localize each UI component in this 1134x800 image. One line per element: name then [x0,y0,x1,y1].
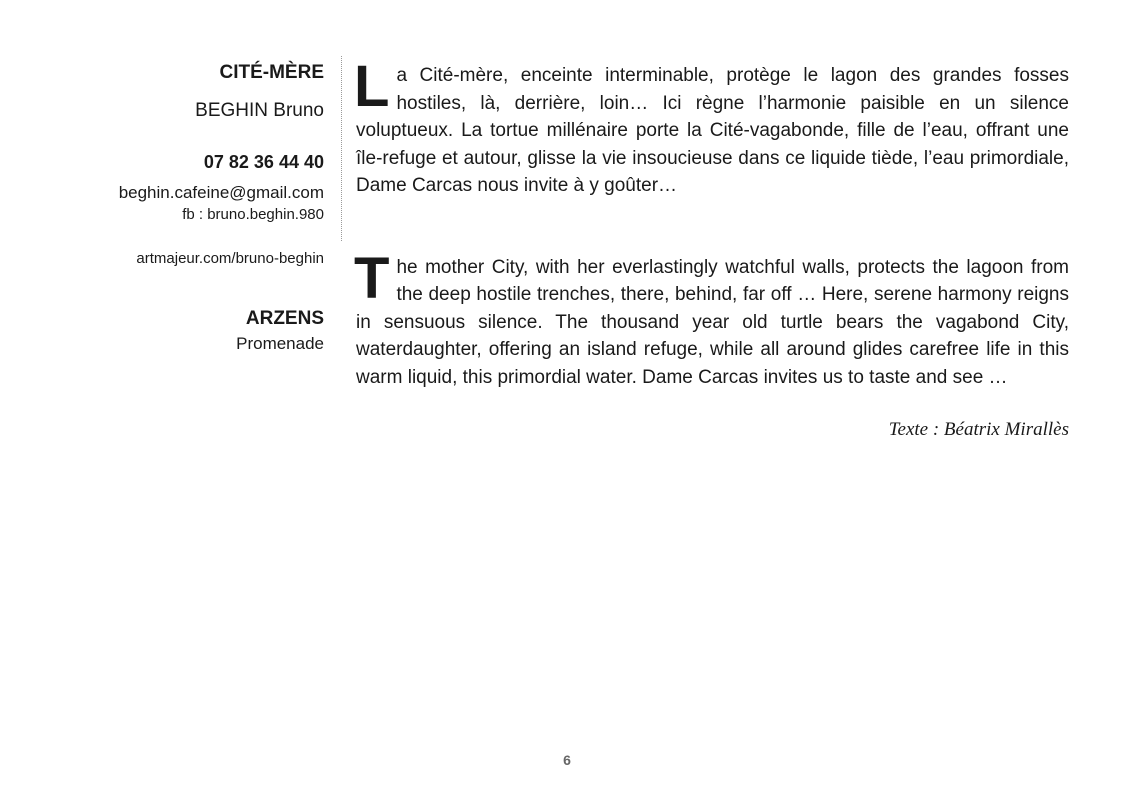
french-drop-cap: L [354,54,390,119]
page-number: 6 [563,752,571,768]
english-paragraph-text: he mother City, with her everlastingly watchful walls, protects the lagoon from the deep hostile trenches, there, behind, far off … Here, serene harmony reigns in sensuous silence. The thousand year old turtle bears the vagabond City, waterdaughter, offering an island refuge, while all around glides carefree life in this warm liquid, this primordial water. Dame Carcas invites us to taste and see … [356,256,1069,388]
french-paragraph [354,54,1069,200]
column-divider [341,56,342,241]
main-text [354,54,1069,443]
artist-name: BEGHIN Bruno [195,100,324,121]
email-address: beghin.cafeine@gmail.com [118,183,324,202]
english-paragraph [354,245,1069,392]
facebook-handle: fb : bruno.beghin.980 [182,206,324,223]
website-url: artmajeur.com/bruno-beghin [136,250,324,267]
english-drop-cap: T [354,245,390,311]
phone-number: 07 82 36 44 40 [203,152,324,172]
artwork-title: CITÉ-MÈRE [219,62,324,83]
place-name: Promenade [236,334,324,353]
text-credit: Texte : Béatrix Mirallès [888,419,1069,440]
french-paragraph-text: a Cité-mère, enceinte interminable, protège le lagon des grandes fosses hostiles, là, derrière, loin… Ici règne l’harmonie paisible en un silence voluptueux. La tortue millénaire porte la Cité-vagabonde, fille de l’eau, offrant une île-refuge et autour, glisse la vie insoucieuse dans ce liquide tiède, l’eau primordiale, Dame Carcas nous invite à y goûter… [356,65,1069,196]
artist-info-sidebar [40,60,324,356]
location-name: ARZENS [245,308,324,329]
